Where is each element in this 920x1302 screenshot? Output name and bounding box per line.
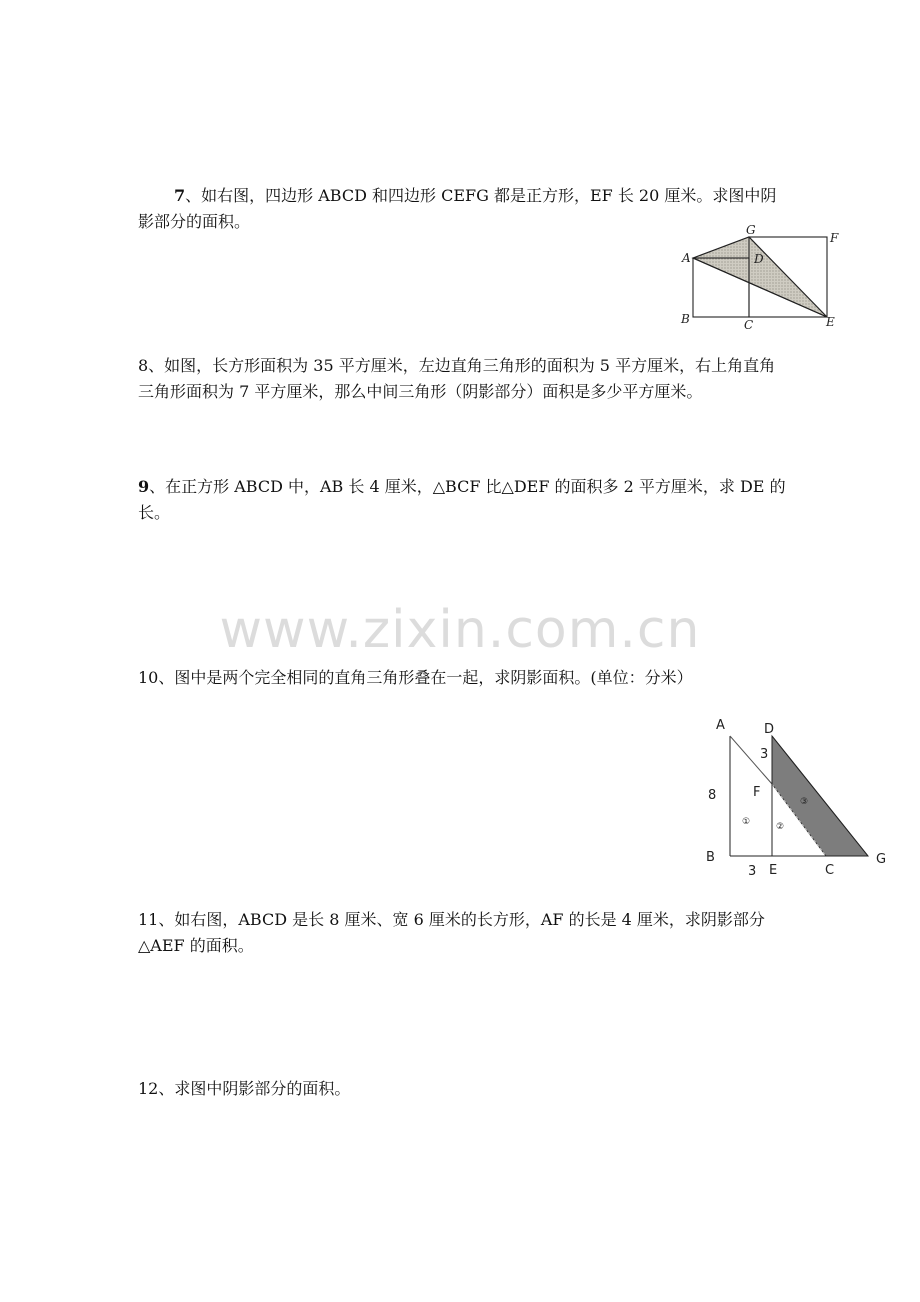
watermark: www.zixin.com.cn xyxy=(219,600,701,660)
label-e: E xyxy=(769,863,778,878)
region-2: ② xyxy=(776,822,785,832)
label-g: G xyxy=(746,223,756,237)
label-b: B xyxy=(681,312,690,326)
label-c: C xyxy=(825,863,835,878)
label-e: E xyxy=(826,315,835,329)
question-10-text: 10、图中是两个完全相同的直角三角形叠在一起，求阴影面积。(单位：分米） xyxy=(138,668,693,687)
question-9-number: 9 xyxy=(138,477,150,496)
label-c: C xyxy=(744,318,754,332)
question-9 xyxy=(138,474,788,526)
label-f: F xyxy=(753,785,761,800)
label-a: A xyxy=(682,251,691,265)
label-d: D xyxy=(754,252,764,266)
question-7-text: 、如右图，四边形 ABCD 和四边形 CEFG 都是正方形，EF 长 20 厘米。求图中阴影部分的面积。 xyxy=(138,186,777,231)
question-11 xyxy=(138,907,788,959)
figure-7-squares xyxy=(670,222,845,334)
region-1: ① xyxy=(742,817,751,827)
figure-10-triangles xyxy=(700,716,890,878)
label-f: F xyxy=(830,231,839,245)
question-11-text: 11、如右图，ABCD 是长 8 厘米、宽 6 厘米的长方形，AF 的长是 4 厘米，求阴影部分△AEF 的面积。 xyxy=(138,910,765,955)
question-12 xyxy=(138,1076,788,1102)
label-d: D xyxy=(764,722,775,737)
question-8-text: 8、如图，长方形面积为 35 平方厘米，左边直角三角形的面积为 5 平方厘米，右上角直角三角形面积为 7 平方厘米，那么中间三角形（阴影部分）面积是多少平方厘米。 xyxy=(138,356,776,401)
measure-bottom: 3 xyxy=(748,864,757,879)
question-9-text: 、在正方形 ABCD 中，AB 长 4 厘米，△BCF 比△DEF 的面积多 2 平方厘米，求 DE 的长。 xyxy=(138,477,786,522)
label-g: G xyxy=(876,852,887,867)
measure-top: 3 xyxy=(760,747,769,762)
question-10 xyxy=(138,665,788,691)
label-a: A xyxy=(716,718,725,733)
region-3: ③ xyxy=(800,797,809,807)
question-7-number: 7 xyxy=(174,186,186,205)
measure-left: 8 xyxy=(708,788,717,803)
question-12-text: 12、求图中阴影部分的面积。 xyxy=(138,1079,351,1098)
shaded-triangle-age xyxy=(693,237,827,317)
label-b: B xyxy=(706,850,715,865)
question-8 xyxy=(138,353,788,405)
